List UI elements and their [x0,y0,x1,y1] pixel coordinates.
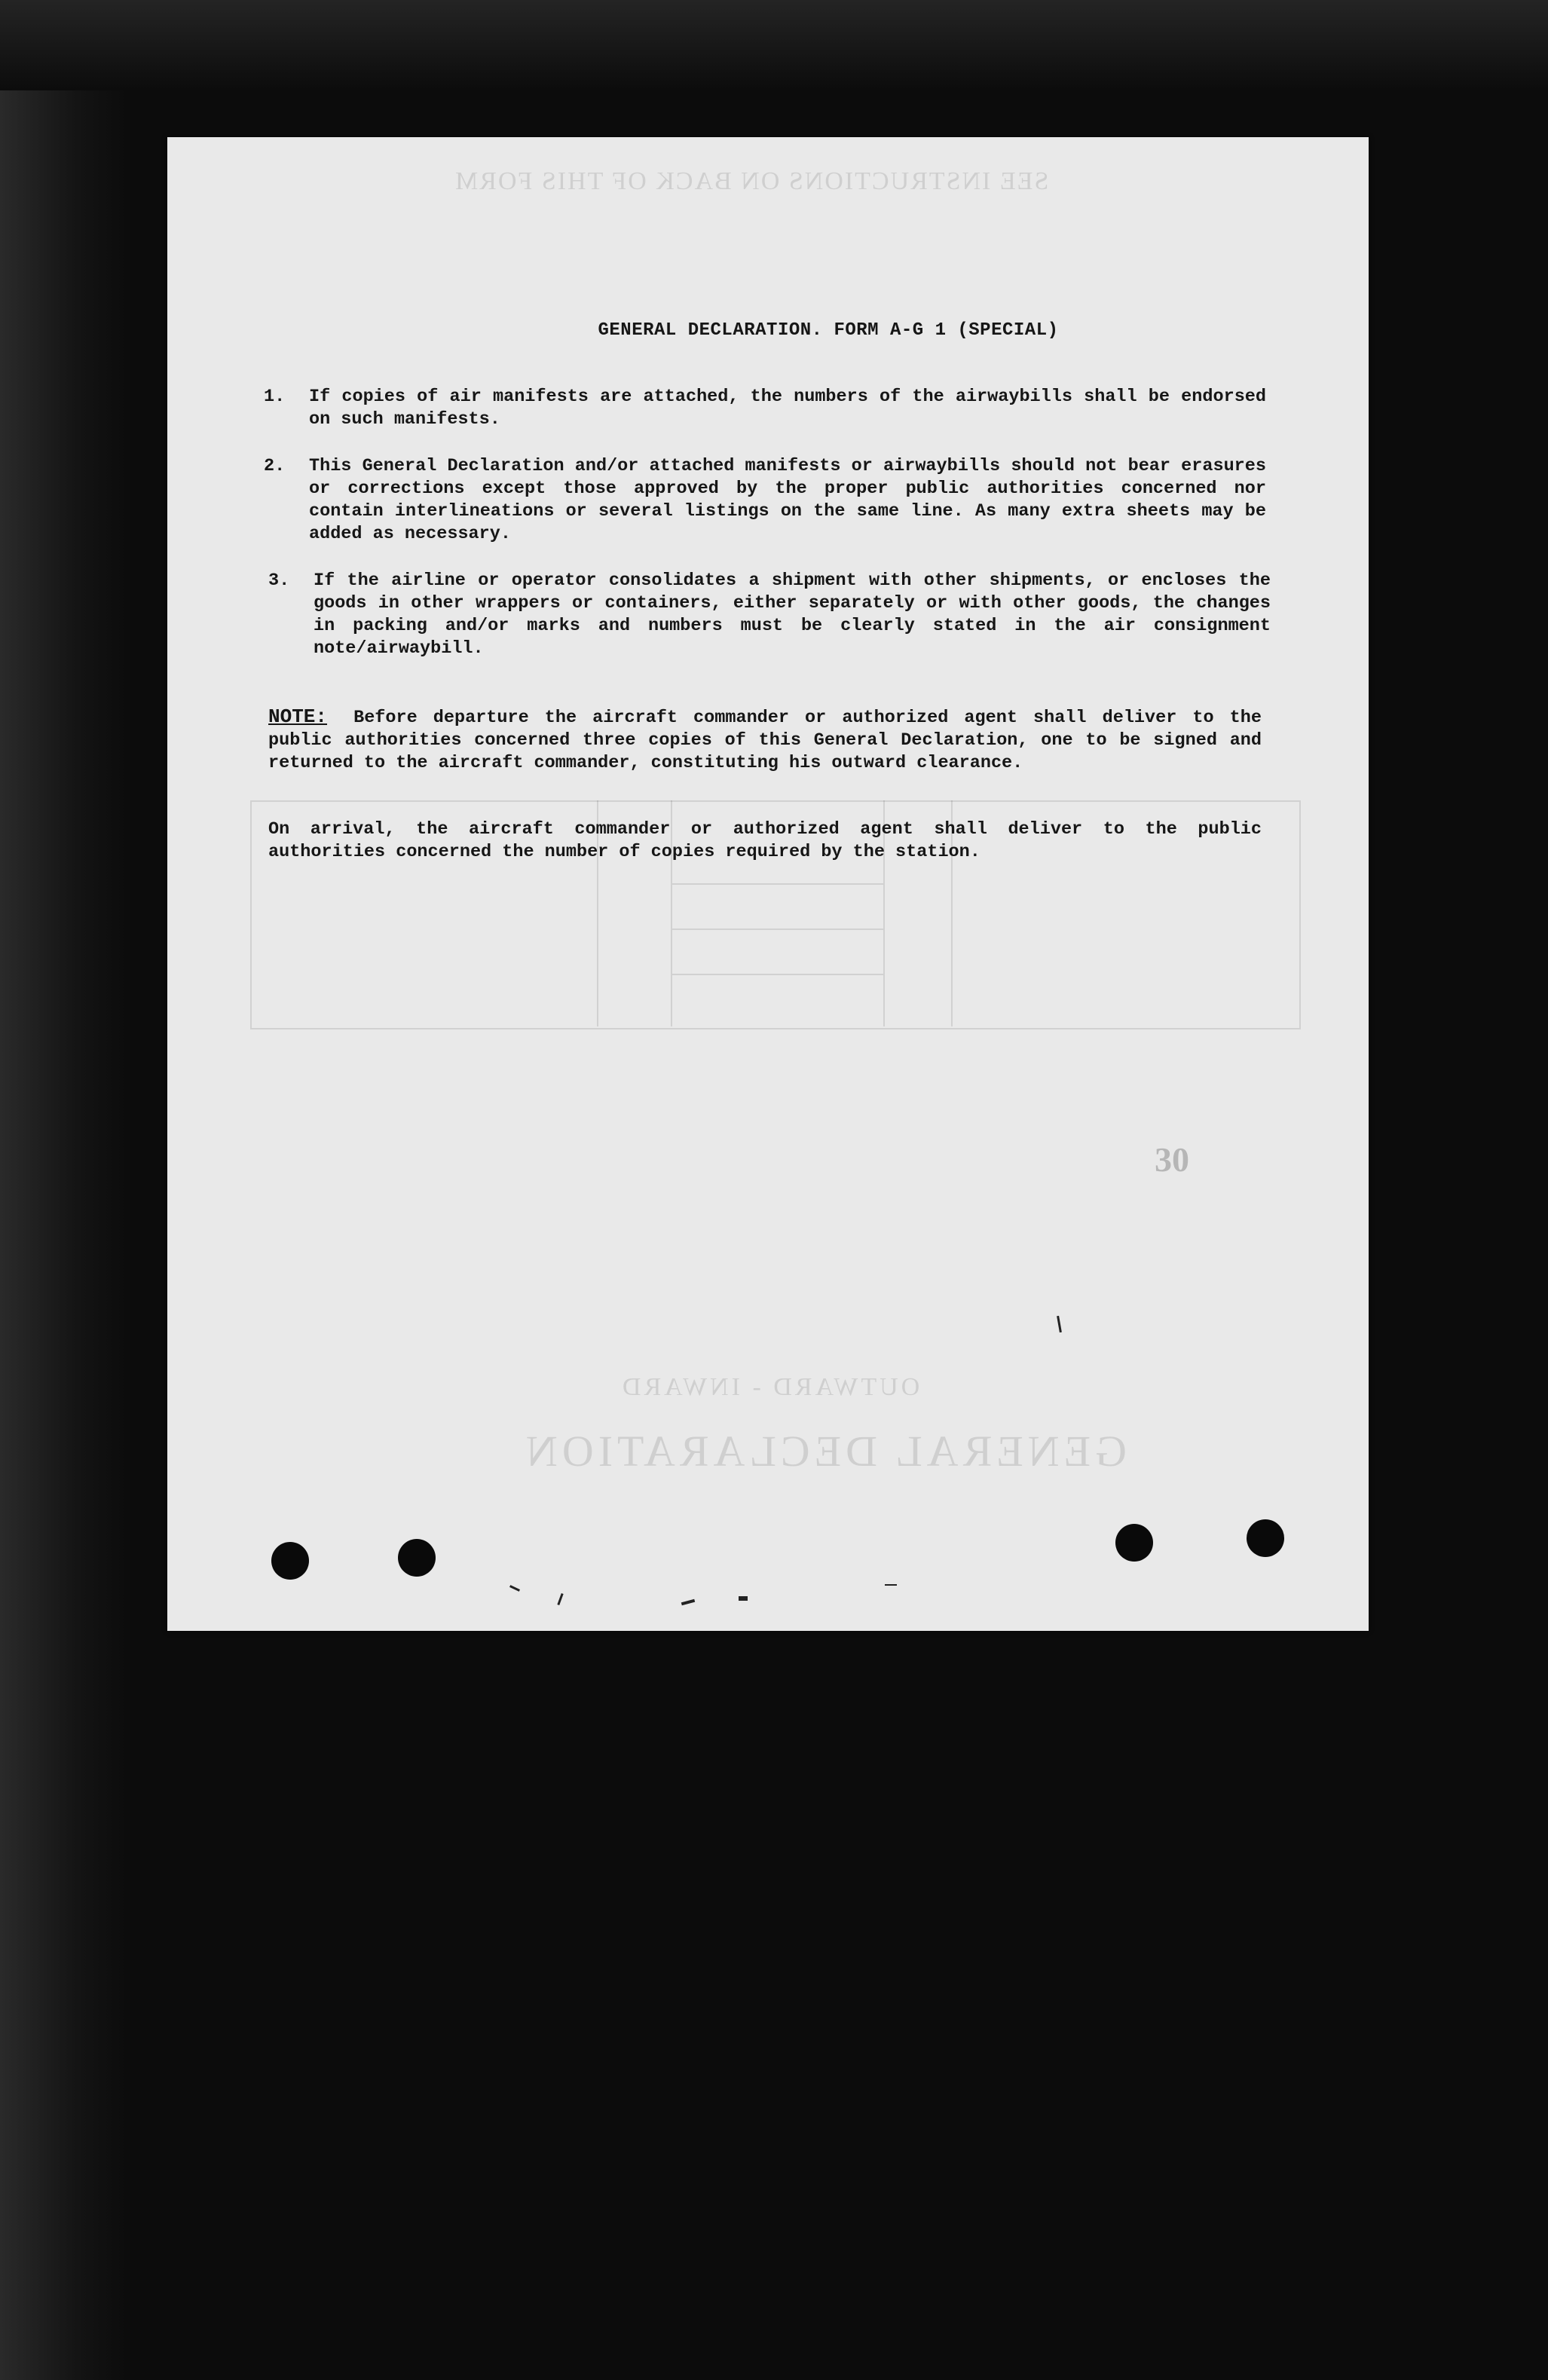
page-title: GENERAL DECLARATION. FORM A-G 1 (SPECIAL) [598,320,1059,341]
page-number-stamp: 30 [1155,1140,1189,1179]
film-edge-left [0,0,128,2380]
item-number: 3. [268,571,290,591]
ink-speck [509,1585,520,1592]
bleed-through-title: GENERAL DECLARATION [522,1427,1127,1476]
item-number: 2. [264,456,286,476]
arrival-paragraph: On arrival, the aircraft commander or authorized agent shall deliver to the public authorities concerned the number of copies required by the station. [268,819,1262,862]
item-text: This General Declaration and/or attached manifests or airwaybills should not bear erasures or corrections except those approved by the proper public authorities concerned nor contain interlineations or several listings on the same line. As many extra sheets may be added as necessary. [309,456,1266,544]
bleed-through-rule [672,928,883,930]
punch-hole [1247,1519,1284,1557]
punch-hole [1115,1524,1153,1562]
item-text: If the airline or operator consolidates a shipment with other shipments, or encloses the goods in other wrappers or containers, either separately or with other goods, the changes in packing and/or marks and numbers must be clearly stated in the air consignment note/airwaybill. [314,571,1271,659]
ink-speck [739,1596,748,1601]
ink-speck [1057,1316,1062,1332]
punch-hole [398,1539,436,1577]
bleed-through-rule [672,883,883,885]
note-text: Before departure the aircraft commander or authorized agent shall deliver to the public authorities concerned three copies of this General Declaration, one to be signed and returned to the aircraft commander, constituting his outward clearance. [268,708,1262,773]
ink-speck [885,1584,897,1586]
bleed-through-header: SEE INSTRUCTIONS ON BACK OF THIS FORM [454,167,1049,195]
ink-speck [681,1599,695,1606]
item-number: 1. [264,387,286,407]
film-edge-top [0,0,1548,90]
item-text: If copies of air manifests are attached, the numbers of the airwaybills shall be endorsed on such manifests. [309,387,1266,430]
bleed-through-rule [672,974,883,975]
note-label: NOTE: [268,705,328,728]
bleed-through-subtitle: OUTWARD - INWARD [620,1373,920,1401]
document-page [167,137,1369,1631]
ink-speck [557,1593,563,1605]
punch-hole [271,1542,309,1580]
note-paragraph [268,705,1262,775]
